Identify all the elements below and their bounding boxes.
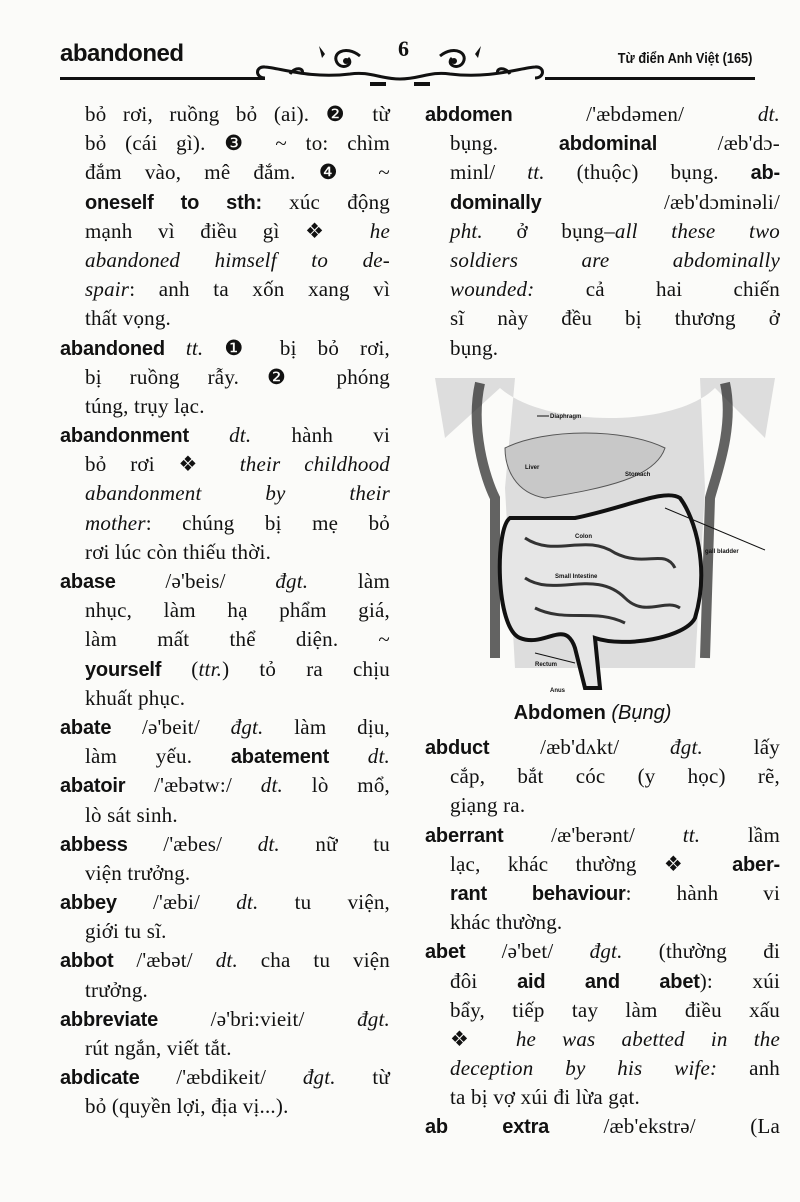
italic-text: all these two	[614, 218, 780, 243]
entry-headline	[60, 946, 390, 975]
definition-text: ở bụng–	[482, 218, 615, 243]
figure-label: Small Intestine	[555, 574, 598, 580]
headword: abdomen	[425, 104, 513, 126]
definition-text: (thường đi	[622, 939, 780, 964]
figure-caption	[425, 702, 760, 725]
definition-text: bẩy, tiếp tay làm điều xấu	[450, 997, 780, 1022]
headword: abbess	[60, 833, 128, 856]
definition-text: /æ'berənt/	[503, 822, 683, 847]
entry-line	[425, 1083, 780, 1112]
entry-headline	[60, 421, 390, 450]
entry-line	[60, 217, 390, 246]
definition-text: viện trưởng.	[85, 860, 191, 885]
guide-word: abandoned	[60, 40, 184, 67]
headword: aber-	[732, 853, 780, 876]
entry-line	[60, 625, 390, 654]
definition-text: minl/	[450, 160, 528, 185]
definition-text: /ə'beis/	[115, 569, 276, 593]
headword: abase	[60, 571, 116, 593]
figure-label: gall bladder	[705, 549, 739, 555]
entry-line	[60, 684, 390, 713]
figure-label: Stomach	[625, 472, 651, 478]
italic-text: dt.	[236, 890, 259, 915]
italic-text: deception by his wife:	[450, 1056, 718, 1081]
italic-text: abandonment by their	[85, 481, 390, 506]
definition-text: tu viện,	[258, 890, 390, 915]
figure-label: Diaphragm	[550, 414, 582, 420]
entry-line	[425, 967, 780, 996]
headword: abandoned	[60, 337, 165, 360]
entry-line	[425, 996, 780, 1025]
definition-text: lò mổ,	[282, 773, 390, 798]
definition-text: cả hai chiến	[534, 277, 780, 302]
header-rule-left	[60, 77, 265, 80]
definition-text: lầm	[700, 822, 780, 847]
figure-label: Rectum	[535, 662, 558, 668]
headword: ab-	[750, 162, 780, 185]
italic-text: dt.	[215, 948, 238, 973]
entry-line	[60, 392, 390, 421]
definition-text: giới tu sĩ.	[85, 919, 167, 944]
italic-text: đgt.	[589, 939, 623, 964]
book-title: Từ điển Anh Việt (165)	[617, 50, 752, 67]
entry-line	[60, 246, 390, 275]
italic-text: ttr.	[198, 656, 223, 681]
definition-text: (thuộc) bụng.	[544, 160, 751, 185]
entry-line	[60, 275, 390, 304]
headword: abbreviate	[60, 1008, 159, 1031]
entry-headline	[60, 1005, 390, 1034]
entry-line	[425, 217, 780, 246]
headword: abandonment	[60, 425, 189, 448]
entry-headline	[425, 1112, 780, 1141]
definition-text: bỏ rơi ❖	[85, 452, 240, 477]
headword: aberrant	[425, 824, 504, 847]
definition-text: /'æbət/	[113, 948, 216, 973]
definition-text: bụng.	[450, 335, 499, 360]
italic-text: abandoned himself to de-	[85, 247, 390, 272]
entry-line	[60, 655, 390, 684]
definition-text: : hành vi	[625, 880, 780, 905]
definition-text: khác thường.	[450, 910, 563, 935]
entry-line	[60, 479, 390, 508]
entry-line	[425, 334, 780, 363]
definition-text: /'æbdəmen/	[512, 102, 758, 126]
definition-text: rơi lúc còn thiếu thời.	[85, 539, 272, 564]
headword: abdominal	[558, 133, 658, 156]
entry-line	[425, 1054, 780, 1083]
entry-line	[60, 100, 390, 129]
entry-headline	[60, 771, 390, 800]
entry-line	[425, 158, 780, 187]
definition-text: (	[161, 656, 199, 681]
entry-headline	[60, 713, 390, 742]
definition-text: /æb'ekstrə/ (La	[549, 1114, 780, 1139]
entry-line	[60, 742, 390, 771]
entry-line	[60, 538, 390, 567]
definition-text: rút ngắn, viết tắt.	[85, 1036, 232, 1060]
italic-text: tt.	[164, 335, 204, 360]
definition-text: mạnh vì điều gì ❖	[85, 218, 370, 243]
definition-text: ): xúi	[699, 968, 780, 993]
definition-text: lấy	[702, 735, 780, 759]
italic-text: soldiers are abdominally	[450, 247, 780, 272]
italic-text: he was abetted in the	[515, 1026, 780, 1051]
entry-headline	[425, 100, 780, 129]
headword: abet	[425, 941, 466, 964]
definition-text: khuất phục.	[85, 685, 186, 710]
definition-text: giạng ra.	[450, 793, 526, 818]
italic-text: pht.	[450, 218, 483, 243]
definition-text: sĩ này đều bị thương ở	[450, 306, 780, 331]
page-number: 6	[398, 36, 409, 61]
italic-text: he	[369, 218, 390, 243]
figure-label: Anus	[550, 688, 565, 694]
right-column-bottom	[425, 733, 780, 1142]
entry-headline	[425, 733, 780, 762]
entry-line	[60, 129, 390, 158]
figure-label: Liver	[525, 465, 540, 471]
entry-line	[60, 1034, 390, 1063]
entry-line	[60, 917, 390, 946]
right-column-top	[425, 100, 780, 363]
entry-headline	[60, 567, 390, 596]
italic-text: đgt.	[357, 1006, 390, 1031]
entry-line	[425, 850, 780, 879]
definition-text: ) tỏ ra chịu	[222, 656, 390, 681]
entry-line	[425, 188, 780, 217]
entry-line	[425, 275, 780, 304]
entry-line	[425, 879, 780, 908]
entry-line	[60, 304, 390, 333]
definition-text: bị ruồng rẫy. ❷ phóng	[85, 364, 390, 389]
italic-text: dt.	[260, 773, 283, 798]
definition-text: /æb'dɔ-	[657, 131, 780, 156]
italic-text: dt.	[329, 744, 390, 769]
entry-line	[60, 188, 390, 217]
entry-line	[425, 246, 780, 275]
italic-text: dt.	[257, 831, 280, 856]
definition-text: /æb'dʌkt/	[489, 735, 671, 759]
headword: abate	[60, 716, 112, 739]
definition-text: đôi	[450, 968, 518, 993]
definition-text: làm mất thể diện. ~	[85, 627, 390, 652]
definition-text: /'æbi/	[116, 890, 237, 915]
headword: yourself	[85, 658, 162, 681]
definition-text: /'æbes/	[127, 831, 258, 856]
definition-text: /æb'dɔminəli/	[541, 189, 780, 214]
entry-line	[425, 791, 780, 820]
italic-text: dt.	[188, 423, 252, 448]
headword: abatoir	[60, 775, 126, 798]
headword: abbot	[60, 950, 114, 973]
definition-text: túng, trụy lạc.	[85, 393, 205, 418]
definition-text: anh	[717, 1056, 780, 1081]
definition-text: ❖	[450, 1026, 516, 1051]
definition-text: /'æbdikeit/	[139, 1065, 303, 1090]
italic-text: mother	[85, 510, 146, 535]
italic-text: đgt.	[230, 714, 264, 739]
definition-text: /'æbətw:/	[125, 773, 261, 798]
definition-text: làm dịu,	[263, 714, 390, 739]
definition-text: /ə'beit/	[111, 714, 231, 739]
definition-text: ❶ bị bỏ rơi,	[203, 335, 390, 360]
definition-text: bụng.	[450, 131, 559, 156]
headword: rant behaviour	[450, 882, 626, 905]
definition-text: ta bị vợ xúi đi lừa gạt.	[450, 1085, 641, 1110]
italic-text: spair	[85, 277, 130, 302]
definition-text: làm	[308, 569, 390, 593]
entry-headline	[60, 888, 390, 917]
entry-line	[425, 304, 780, 333]
headword: abdicate	[60, 1067, 140, 1090]
entry-line	[60, 801, 390, 830]
definition-text: đắm vào, mê đắm. ❹ ~	[85, 160, 390, 185]
left-column	[60, 100, 390, 1122]
definition-text: hành vi	[251, 423, 390, 448]
definition-text: cha tu viện	[237, 948, 390, 973]
definition-text: bỏ rơi, ruồng bỏ (ai). ❷ từ	[85, 102, 390, 126]
definition-text: làm yếu.	[85, 744, 231, 769]
entry-line	[425, 762, 780, 791]
definition-text: lò sát sinh.	[85, 802, 178, 827]
entry-line	[425, 129, 780, 158]
entry-headline	[60, 830, 390, 859]
entry-line	[60, 363, 390, 392]
definition-text: nữ tu	[279, 831, 390, 856]
abdomen-illustration	[425, 368, 785, 694]
definition-text: bỏ (cái gì). ❸ ~ to: chìm	[85, 131, 390, 156]
definition-text: /ə'bet/	[465, 939, 590, 964]
entry-line	[425, 908, 780, 937]
entry-line	[60, 596, 390, 625]
entry-line	[425, 1025, 780, 1054]
italic-text: đgt.	[275, 569, 309, 593]
definition-text: bỏ (quyền lợi, địa vị...).	[85, 1094, 289, 1119]
definition-text: từ	[335, 1065, 390, 1090]
italic-text: đgt.	[670, 735, 703, 759]
caption-vietnamese: (Bụng)	[611, 702, 672, 724]
definition-text: : chúng bị mẹ bỏ	[145, 510, 390, 535]
entry-line	[60, 859, 390, 888]
definition-text: thất vọng.	[85, 306, 171, 331]
definition-text: nhục, làm hạ phẩm giá,	[85, 598, 390, 623]
caption-english: Abdomen	[513, 702, 606, 724]
italic-text: wounded:	[450, 277, 535, 302]
headword: abatement	[230, 746, 330, 769]
figure-label: Colon	[575, 534, 592, 540]
italic-text: tt.	[682, 822, 701, 847]
italic-text: đgt.	[302, 1065, 336, 1090]
headword: dominally	[450, 191, 542, 214]
entry-line	[60, 158, 390, 187]
definition-text: cắp, bắt cóc (y học) rẽ,	[450, 764, 780, 789]
definition-text: trưởng.	[85, 977, 148, 1002]
entry-line	[60, 976, 390, 1005]
entry-headline	[425, 821, 780, 850]
definition-text: lạc, khác thường ❖	[450, 851, 733, 876]
entry-line	[60, 509, 390, 538]
definition-text: xúc động	[262, 189, 391, 214]
definition-text: /ə'bri:vieit/	[158, 1006, 358, 1031]
italic-text: tt.	[527, 160, 545, 185]
definition-text: : anh ta xốn xang vì	[129, 277, 390, 302]
headword: ab extra	[425, 1116, 550, 1139]
entry-line	[60, 450, 390, 479]
entry-headline	[60, 1063, 390, 1092]
entry-headline	[60, 334, 390, 363]
italic-text: their childhood	[239, 452, 390, 477]
entry-headline	[425, 937, 780, 966]
italic-text: dt.	[757, 102, 780, 126]
headword: abduct	[425, 737, 490, 759]
headword: aid and abet	[517, 970, 700, 993]
headword: oneself to sth:	[85, 191, 263, 214]
header-rule-right	[545, 77, 755, 80]
entry-line	[60, 1092, 390, 1121]
headword: abbey	[60, 892, 117, 915]
